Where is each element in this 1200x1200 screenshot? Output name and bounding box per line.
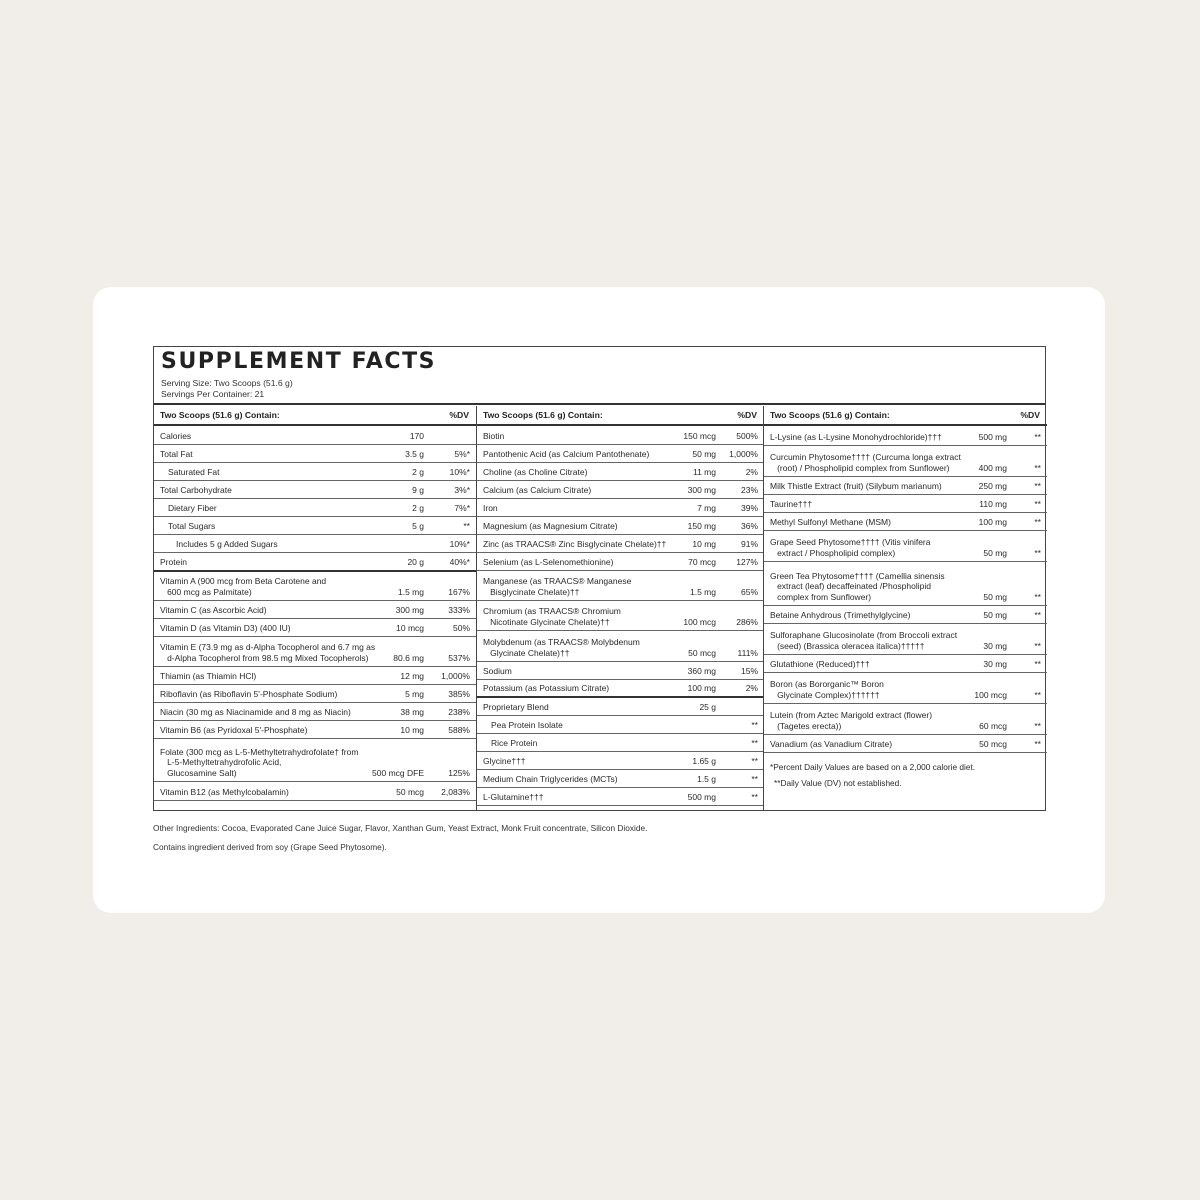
nutrient-amount: 2 g [412, 466, 424, 477]
nutrient-dv: 125% [448, 767, 470, 778]
nutrient-row [477, 463, 764, 481]
nutrient-name: Betaine Anhydrous (Trimethylglycine) [770, 609, 911, 620]
nutrient-dv: ** [1034, 591, 1041, 602]
nutrient-row [477, 752, 764, 770]
panel-title: SUPPLEMENT FACTS [161, 348, 437, 375]
nutrient-row [764, 446, 1047, 477]
nutrient-name: Thiamin (as Thiamin HCl) [160, 670, 257, 681]
nutrient-name: Protein [160, 556, 187, 567]
nutrient-dv: 537% [448, 652, 470, 663]
dv-header: %DV [449, 410, 469, 420]
nutrient-amount: 50 mcg [396, 786, 424, 797]
nutrient-row [764, 655, 1047, 673]
column-header [477, 406, 764, 426]
nutrient-name: Manganese (as TRAACS® Manganese Bisglycinate Chelate)†† [483, 576, 632, 597]
nutrient-name: Magnesium (as Magnesium Citrate) [483, 520, 618, 531]
column-header-label: Two Scoops (51.6 g) Contain: [770, 410, 890, 420]
nutrient-name: Curcumin Phytosome†††† (Curcuma longa extract (root) / Phospholipid complex from Sunflower) [770, 452, 961, 473]
nutrient-row [764, 531, 1047, 562]
nutrient-amount: 1.5 mg [398, 586, 424, 597]
nutrient-row [154, 739, 476, 782]
nutrient-amount: 50 mcg [688, 647, 716, 658]
nutrient-name: Iron [483, 502, 498, 513]
nutrient-row [477, 662, 764, 680]
nutrient-dv: 127% [736, 556, 758, 567]
nutrient-name: Vitamin E (73.9 mg as d-Alpha Tocopherol and 6.7 mg as d-Alpha Tocopherol from 98.5 mg Mixed Tocopherols) [160, 642, 376, 663]
nutrient-row [764, 606, 1047, 624]
nutrient-amount: 60 mcg [979, 720, 1007, 731]
nutrient-name: Dietary Fiber [168, 502, 217, 513]
facts-column-2 [476, 406, 764, 810]
nutrient-amount: 2 g [412, 502, 424, 513]
nutrient-dv: 15% [740, 665, 758, 676]
nutrient-amount: 10 mg [692, 538, 716, 549]
nutrient-name: Vitamin A (900 mcg from Beta Carotene and 600 mcg as Palmitate) [160, 576, 327, 597]
nutrient-dv: 167% [448, 586, 470, 597]
nutrient-name: Riboflavin (as Riboflavin 5'-Phosphate Sodium) [160, 688, 338, 699]
nutrient-name: Rice Protein [491, 737, 538, 748]
nutrient-name: Methyl Sulfonyl Methane (MSM) [770, 516, 891, 527]
nutrient-name: Pea Protein Isolate [491, 719, 563, 730]
nutrient-amount: 150 mg [687, 520, 716, 531]
nutrient-name: Glutathione (Reduced)††† [770, 658, 870, 669]
nutrient-name: Folate (300 mcg as L-5-Methyltetrahydrofolate† from L-5-Methyltetrahydrofolic Acid, Glucosamine Salt) [160, 746, 359, 778]
nutrient-row [154, 499, 476, 517]
nutrient-amount: 50 mg [983, 547, 1007, 558]
nutrient-row [154, 445, 476, 463]
nutrient-name: Grape Seed Phytosome†††† (Vitis vinifera extract / Phospholipid complex) [770, 537, 931, 558]
nutrient-row [477, 571, 764, 601]
nutrient-name: Niacin (30 mg as Niacinamide and 8 mg as Niacin) [160, 706, 351, 717]
nutrient-amount: 5 mg [405, 688, 424, 699]
nutrient-name: Selenium (as L-Selenomethionine) [483, 556, 614, 567]
nutrient-amount: 3.5 g [405, 448, 424, 459]
nutrient-row [477, 535, 764, 553]
nutrient-name: Choline (as Choline Citrate) [483, 466, 588, 477]
nutrient-row [764, 513, 1047, 531]
nutrient-row [764, 704, 1047, 735]
nutrient-row [477, 788, 764, 806]
nutrient-name: Milk Thistle Extract (fruit) (Silybum marianum) [770, 480, 942, 491]
nutrient-dv: ** [1034, 609, 1041, 620]
nutrient-row [154, 553, 476, 572]
nutrient-dv: 65% [740, 586, 758, 597]
nutrient-dv: 39% [740, 502, 758, 513]
nutrient-amount: 1.5 mg [690, 586, 716, 597]
nutrient-amount: 100 mg [978, 516, 1007, 527]
nutrient-dv: 500% [736, 430, 758, 441]
nutrient-name: Glycine††† [483, 755, 526, 766]
nutrient-amount: 100 mcg [683, 616, 716, 627]
nutrient-row [154, 535, 476, 553]
nutrient-name: Chromium (as TRAACS® Chromium Nicotinate Glycinate Chelate)†† [483, 606, 621, 627]
nutrient-name: Vitamin B12 (as Methylcobalamin) [160, 786, 289, 797]
nutrient-dv: 1,000% [729, 448, 758, 459]
nutrient-dv: ** [1034, 689, 1041, 700]
nutrient-dv: ** [1034, 658, 1041, 669]
nutrient-dv: ** [1034, 431, 1041, 442]
nutrient-name: Biotin [483, 430, 505, 441]
nutrient-name: Saturated Fat [168, 466, 220, 477]
nutrient-row [154, 721, 476, 739]
nutrient-row [477, 426, 764, 445]
nutrient-amount: 50 mcg [979, 738, 1007, 749]
nutrient-dv: ** [1034, 640, 1041, 651]
nutrient-row [154, 426, 476, 445]
dv-header: %DV [737, 410, 757, 420]
nutrient-name: Includes 5 g Added Sugars [176, 538, 278, 549]
column-header-label: Two Scoops (51.6 g) Contain: [483, 410, 603, 420]
nutrient-name: Potassium (as Potassium Citrate) [483, 682, 610, 693]
facts-column-1 [154, 406, 476, 810]
nutrient-dv: 2% [745, 466, 758, 477]
nutrient-row [154, 463, 476, 481]
nutrient-row [477, 445, 764, 463]
nutrient-amount: 7 mg [697, 502, 716, 513]
nutrient-amount: 50 mg [692, 448, 716, 459]
nutrient-row [477, 680, 764, 698]
nutrient-amount: 12 mg [400, 670, 424, 681]
nutrient-amount: 250 mg [978, 480, 1007, 491]
nutrient-dv: ** [1034, 547, 1041, 558]
nutrient-dv: ** [1034, 720, 1041, 731]
soy-statement: Contains ingredient derived from soy (Grape Seed Phytosome). [153, 842, 387, 852]
nutrient-amount: 170 [409, 430, 424, 441]
nutrient-dv: 10%* [449, 538, 470, 549]
nutrient-row [154, 685, 476, 703]
nutrient-dv: 286% [736, 616, 758, 627]
nutrient-name: L-Glutamine††† [483, 791, 544, 802]
nutrient-amount: 300 mg [687, 484, 716, 495]
servings-per-container: Servings Per Container: 21 [161, 389, 265, 399]
nutrient-name: Vitamin B6 (as Pyridoxal 5'-Phosphate) [160, 724, 308, 735]
nutrient-dv: ** [751, 791, 758, 802]
nutrient-dv: ** [1034, 516, 1041, 527]
nutrient-name: Vitamin D (as Vitamin D3) (400 IU) [160, 622, 291, 633]
nutrient-amount: 500 mg [687, 791, 716, 802]
nutrient-amount: 50 mg [983, 591, 1007, 602]
nutrient-row [764, 477, 1047, 495]
nutrient-amount: 500 mg [978, 431, 1007, 442]
nutrient-amount: 50 mg [983, 609, 1007, 620]
nutrient-name: L-Lysine (as L-Lysine Monohydrochloride)††† [770, 431, 942, 442]
nutrient-name: Sodium [483, 665, 512, 676]
nutrient-amount: 300 mg [395, 604, 424, 615]
nutrient-name: Green Tea Phytosome†††† (Camellia sinensis extract (leaf) decaffeinated /Phospholipid complex from Sunflower) [770, 570, 945, 602]
nutrient-dv: ** [1034, 498, 1041, 509]
nutrient-row [477, 517, 764, 535]
nutrient-name: Taurine††† [770, 498, 813, 509]
nutrient-amount: 360 mg [687, 665, 716, 676]
nutrient-dv: 40%* [449, 556, 470, 567]
nutrient-row [477, 716, 764, 734]
supplement-facts-panel [153, 346, 1046, 811]
nutrient-dv: 5%* [454, 448, 470, 459]
nutrient-amount: 110 mg [979, 498, 1007, 509]
nutrient-dv: 111% [737, 647, 758, 658]
column-header [154, 406, 476, 426]
nutrient-amount: 9 g [412, 484, 424, 495]
nutrient-amount: 30 mg [983, 658, 1007, 669]
nutrient-dv: 23% [740, 484, 758, 495]
other-ingredients: Other Ingredients: Cocoa, Evaporated Cane Juice Sugar, Flavor, Xanthan Gum, Yeast Extract, Monk Fruit concentrate, Silicon Dioxide. [153, 823, 648, 833]
nutrient-name: Calories [160, 430, 192, 441]
nutrient-row [154, 517, 476, 535]
nutrient-amount: 80.6 mg [393, 652, 424, 663]
nutrient-name: Sulforaphane Glucosinolate (from Broccoli extract (seed) (Brassica oleracea italica)††††† [770, 630, 958, 651]
dv-footnote: *Percent Daily Values are based on a 2,000 calorie diet. [770, 762, 976, 772]
nutrient-dv: 3%* [454, 484, 470, 495]
nutrient-name: Vitamin C (as Ascorbic Acid) [160, 604, 267, 615]
nutrient-row [764, 562, 1047, 606]
nutrient-amount: 20 g [407, 556, 424, 567]
nutrient-dv: ** [751, 737, 758, 748]
nutrient-row [154, 601, 476, 619]
nutrient-row [764, 673, 1047, 704]
nutrient-row [477, 499, 764, 517]
nutrient-dv: 2,083% [441, 786, 470, 797]
column-header [764, 406, 1047, 426]
nutrient-name: Lutein (from Aztec Marigold extract (flower) (Tagetes erecta)) [770, 710, 933, 731]
nutrient-amount: 150 mcg [683, 430, 716, 441]
nutrient-dv: 238% [448, 706, 470, 717]
nutrient-row [154, 703, 476, 721]
nutrient-dv: 7%* [454, 502, 470, 513]
facts-column-3 [763, 406, 1047, 810]
nutrient-name: Pantothenic Acid (as Calcium Pantothenate) [483, 448, 650, 459]
nutrient-row [477, 601, 764, 631]
nutrient-name: Zinc (as TRAACS® Zinc Bisglycinate Chelate)†† [483, 538, 667, 549]
nutrient-row [477, 481, 764, 499]
nutrient-row [764, 495, 1047, 513]
nutrient-amount: 10 mcg [396, 622, 424, 633]
nutrient-dv: ** [751, 719, 758, 730]
nutrient-amount: 30 mg [983, 640, 1007, 651]
nutrient-amount: 38 mg [400, 706, 424, 717]
nutrient-row [154, 667, 476, 685]
nutrient-amount: 5 g [412, 520, 424, 531]
nutrient-dv: ** [751, 773, 758, 784]
nutrient-row [764, 624, 1047, 655]
nutrient-row [154, 782, 476, 801]
nutrient-row [477, 553, 764, 571]
nutrient-dv: 10%* [449, 466, 470, 477]
nutrient-row [477, 698, 764, 716]
nutrient-dv: 50% [452, 622, 470, 633]
nutrient-dv: ** [1034, 480, 1041, 491]
nutrient-name: Proprietary Blend [483, 701, 549, 712]
nutrient-name: Vanadium (as Vanadium Citrate) [770, 738, 893, 749]
serving-size: Serving Size: Two Scoops (51.6 g) [161, 378, 293, 388]
nutrient-dv: 36% [740, 520, 758, 531]
nutrient-row [154, 481, 476, 499]
nutrient-name: Molybdenum (as TRAACS® Molybdenum Glycinate Chelate)†† [483, 637, 640, 658]
dv-header: %DV [1020, 410, 1040, 420]
dv-footnote: **Daily Value (DV) not established. [774, 778, 902, 788]
nutrient-row [477, 734, 764, 752]
nutrient-row [477, 770, 764, 788]
nutrient-name: Total Carbohydrate [160, 484, 232, 495]
nutrient-row [764, 735, 1047, 753]
nutrient-amount: 500 mcg DFE [372, 767, 424, 778]
nutrient-dv: ** [1034, 738, 1041, 749]
nutrient-dv: 385% [448, 688, 470, 699]
nutrient-dv: 2% [745, 682, 758, 693]
nutrient-amount: 1.65 g [692, 755, 716, 766]
nutrient-dv: 588% [448, 724, 470, 735]
nutrient-amount: 70 mcg [688, 556, 716, 567]
nutrient-name: Boron (as Bororganic™ Boron Glycinate Complex)†††††† [770, 679, 884, 700]
nutrient-row [477, 631, 764, 662]
nutrient-amount: 100 mg [687, 682, 716, 693]
column-header-label: Two Scoops (51.6 g) Contain: [160, 410, 280, 420]
nutrient-dv: ** [463, 520, 470, 531]
nutrient-name: Total Sugars [168, 520, 216, 531]
nutrient-amount: 25 g [699, 701, 716, 712]
nutrient-row [154, 637, 476, 667]
nutrient-name: Total Fat [160, 448, 193, 459]
nutrient-dv: 91% [740, 538, 758, 549]
nutrient-dv: ** [1034, 462, 1041, 473]
nutrient-amount: 10 mg [400, 724, 424, 735]
nutrient-amount: 400 mg [978, 462, 1007, 473]
nutrient-dv: 333% [448, 604, 470, 615]
nutrient-row [154, 619, 476, 637]
nutrient-amount: 100 mcg [974, 689, 1007, 700]
nutrient-amount: 11 mg [693, 466, 716, 477]
nutrient-name: Medium Chain Triglycerides (MCTs) [483, 773, 618, 784]
nutrient-row [154, 572, 476, 601]
nutrient-row [764, 426, 1047, 446]
nutrient-dv: ** [751, 755, 758, 766]
header-rule [154, 403, 1045, 405]
nutrient-dv: 1,000% [441, 670, 470, 681]
nutrient-name: Calcium (as Calcium Citrate) [483, 484, 592, 495]
nutrient-amount: 1.5 g [697, 773, 716, 784]
